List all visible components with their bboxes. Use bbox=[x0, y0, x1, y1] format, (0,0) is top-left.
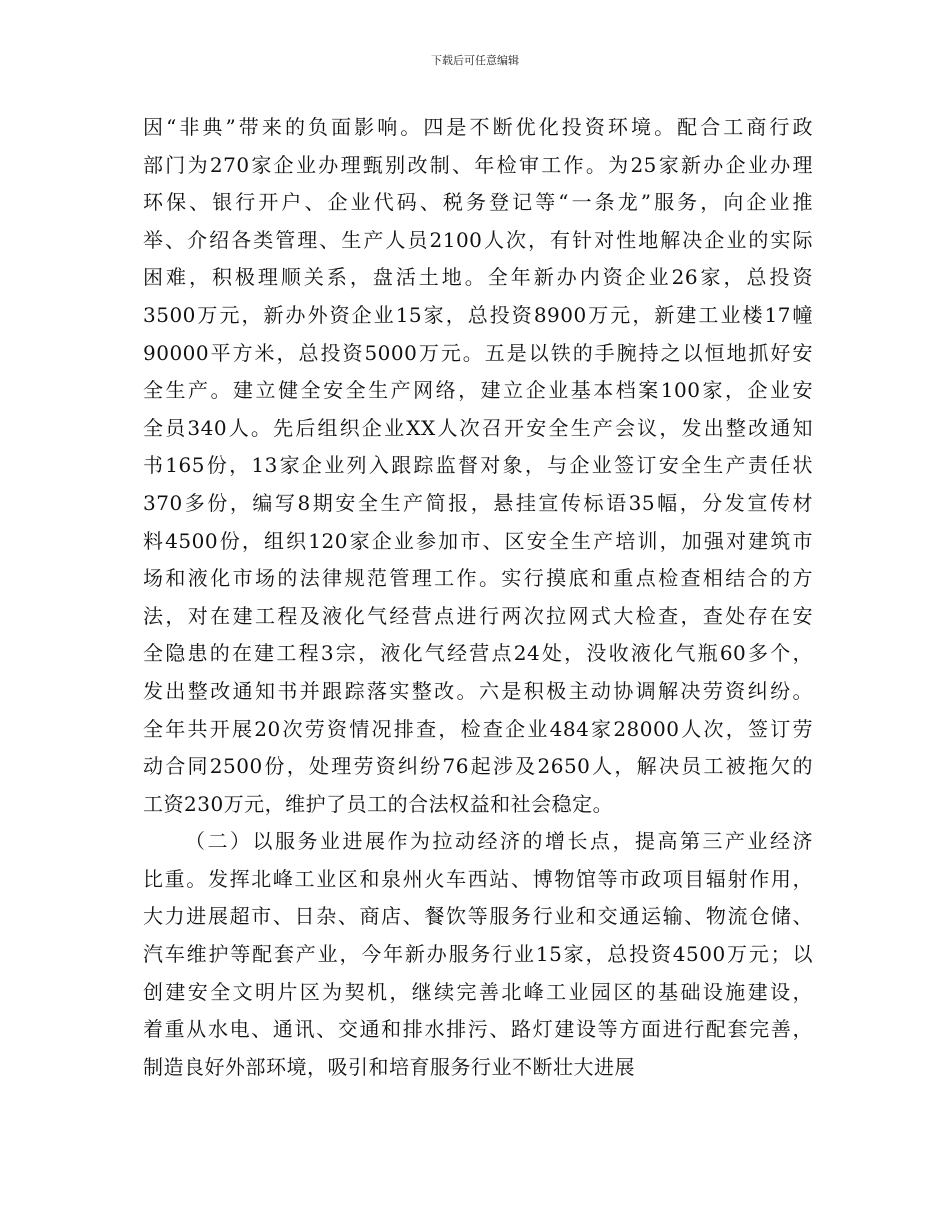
text-line: 着重从水电、通讯、交通和排水排污、路灯建设等方面进行配套完善， bbox=[143, 1017, 813, 1042]
text-line: （二）以服务业进展作为拉动经济的增长点，提高第三产业经济 bbox=[185, 829, 813, 854]
page-header: 下载后可任意编辑 bbox=[431, 54, 519, 67]
text-line: 部门为270家企业办理甄别改制、年检审工作。为25家新办企业办理 bbox=[143, 152, 813, 177]
text-line: 环保、银行开户、企业代码、税务登记等“一条龙”服务，向企业推 bbox=[143, 190, 813, 215]
text-line: 困难，积极理顺关系，盘活土地。全年新办内资企业26家，总投资 bbox=[143, 265, 813, 290]
text-line: 场和液化市场的法律规范管理工作。实行摸底和重点检查相结合的方 bbox=[143, 566, 813, 591]
text-line: 全隐患的在建工程3宗，液化气经营点24处，没收液化气瓶60多个， bbox=[143, 641, 813, 666]
text-line: 法，对在建工程及液化气经营点进行两次拉网式大检查，查处存在安 bbox=[143, 603, 813, 628]
text-line: 全年共开展20次劳资情况排查，检查企业484家28000人次，签订劳 bbox=[143, 716, 813, 741]
text-line: 书165份，13家企业列入跟踪监督对象，与企业签订安全生产责任状 bbox=[143, 453, 813, 478]
text-line: 举、介绍各类管理、生产人员2100人次，有针对性地解决企业的实际 bbox=[143, 227, 813, 252]
text-line: 料4500份，组织120家企业参加市、区安全生产培训，加强对建筑市 bbox=[143, 528, 813, 553]
text-line: 创建安全文明片区为契机，继续完善北峰工业园区的基础设施建设， bbox=[143, 979, 813, 1004]
paragraph-2 bbox=[143, 823, 813, 1086]
text-line: 因“非典”带来的负面影响。四是不断优化投资环境。配合工商行政 bbox=[143, 115, 813, 139]
text-line: 发出整改通知书并跟踪落实整改。六是积极主动协调解决劳资纠纷。 bbox=[143, 678, 813, 703]
text-line: 全生产。建立健全安全生产网络，建立企业基本档案100家，企业安 bbox=[143, 378, 813, 403]
text-line: 工资230万元，维护了员工的合法权益和社会稳定。 bbox=[143, 791, 614, 816]
text-line: 370多份，编写8期安全生产简报，悬挂宣传标语35幅，分发宣传材 bbox=[143, 490, 813, 515]
document-body bbox=[143, 109, 813, 1086]
text-line: 全员340人。先后组织企业XX人次召开安全生产会议，发出整改通知 bbox=[143, 415, 813, 440]
text-line: 制造良好外部环境，吸引和培育服务行业不断壮大进展 bbox=[143, 1054, 635, 1079]
paragraph-1 bbox=[143, 109, 813, 823]
text-line: 汽车维护等配套产业，今年新办服务行业15家，总投资4500万元；以 bbox=[143, 942, 813, 967]
text-line: 3500万元，新办外资企业15家，总投资8900万元，新建工业楼17幢 bbox=[143, 302, 813, 327]
text-line: 大力进展超市、日杂、商店、餐饮等服务行业和交通运输、物流仓储、 bbox=[143, 904, 813, 929]
text-line: 比重。发挥北峰工业区和泉州火车西站、博物馆等市政项目辐射作用， bbox=[143, 866, 813, 891]
text-line: 90000平方米，总投资5000万元。五是以铁的手腕持之以恒地抓好安 bbox=[143, 340, 813, 365]
text-line: 动合同2500份，处理劳资纠纷76起涉及2650人，解决员工被拖欠的 bbox=[143, 754, 813, 779]
